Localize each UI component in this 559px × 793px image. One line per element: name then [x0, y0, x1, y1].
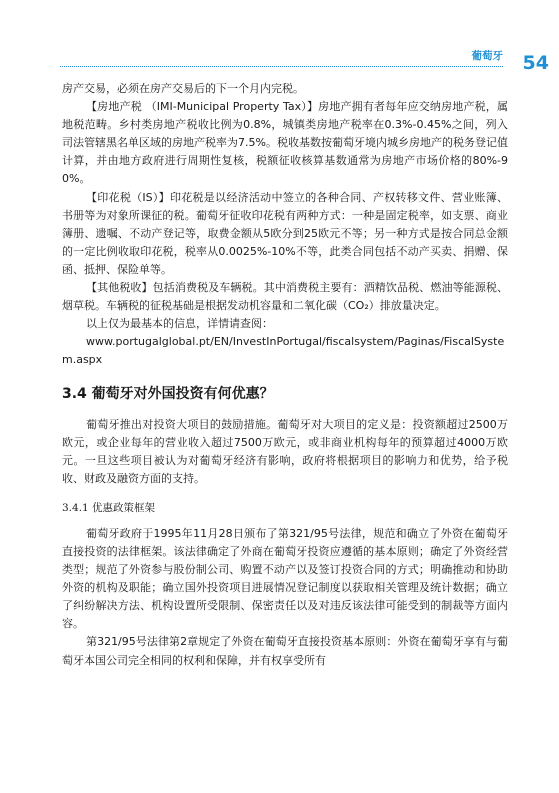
paragraph-incentives-intro: 葡萄牙推出对投资大项目的鼓励措施。葡萄牙对大项目的定义是：投资额超过2500万欧元，或企业每年的营业收入超过7500万欧元，或非商业机构每年的预算超过4000万欧元。一旦这些项目被认为对葡萄牙经济有影响，政府将根据项目的影响力和优势，给予税收、财政及融资方面的支持。: [62, 417, 508, 485]
reference-link[interactable]: www.portugalglobal.pt/EN/InvestInPortugal/fiscalsystem/Paginas/FiscalSystem.aspx: [62, 335, 505, 367]
running-header-title: 葡萄牙: [471, 50, 503, 62]
page-content: [62, 80, 508, 670]
paragraph-legal-framework: 葡萄牙政府于1995年11月28日颁布了第321/95号法律，规范和确立了外资在葡萄牙直接投资的法律框架。该法律确定了外商在葡萄牙投资应遵循的基本原则；确定了外资经营类型；规范了外资参与股份制公司、购置不动产以及签订投资合同的方式；明确推动和协助外资的机构及职能；确立国外投资项目进展情况登记制度以获取相关管理及统计数据；确立了纠纷解决方法、机构设置所受限制、保密责任以及对违反该法律可能受到的制裁等方面内容。: [62, 526, 508, 631]
section-heading: 3.4 葡萄牙对外国投资有何优惠？: [62, 385, 274, 402]
paragraph-continuation: 房产交易，必须在房产交易后的下一个月内完税。: [62, 82, 304, 95]
paragraph-basic-principles: 第321/95号法律第2章规定了外资在葡萄牙直接投资基本原则：外资在葡萄牙享有与葡萄牙本国公司完全相同的权利和保障，并有权享受所有: [62, 635, 508, 667]
paragraph-reference-note: 以上仅为最基本的信息，详情请查阅：: [86, 317, 273, 331]
paragraph-other-taxes: 【其他税收】包括消费税及车辆税。其中消费税主要有：酒精饮品税、燃油等能源税、烟草税。车辆税的征税基础是根据发动机容量和二氧化碳（CO₂）排放量决定。: [62, 281, 508, 313]
page-header: [0, 38, 559, 74]
page-number: 54: [522, 52, 549, 74]
header-dotted-rule: [60, 66, 503, 67]
subsection-heading: 3.4.1 优惠政策框架: [62, 501, 156, 514]
paragraph-stamp-duty: 【印花税（IS）】印花税是以经济活动中签立的各种合同、产权转移文件、营业账簿、书册等为对象所课征的税。葡萄牙征收印花税有两种方式：一种是固定税率，如支票、商业簿册、遗嘱、不动产登记等，取费金额从5欧分到25欧元不等；另一种方式是按合同总金额的一定比例收取印花税，税率从0.0025%-10%不等，此类合同包括不动产买卖、捐赠、保函、抵押、保险单等。: [62, 190, 508, 276]
paragraph-property-tax: 【房地产税 （IMI-Municipal Property Tax）】房地产拥有者每年应交纳房地产税，属地税范畴。乡村类房地产税收比例为0.8%，城镇类房地产税率在0.3%-0.45%之间，列入司法管辖黑名单区域的房地产税率为7.5%。税收基数按葡萄牙境内城乡房地产的税务登记值计算，并由地方政府进行周期性复核，税额征收核算基数通常为房地产市场价格的80%-90%。: [62, 100, 508, 186]
